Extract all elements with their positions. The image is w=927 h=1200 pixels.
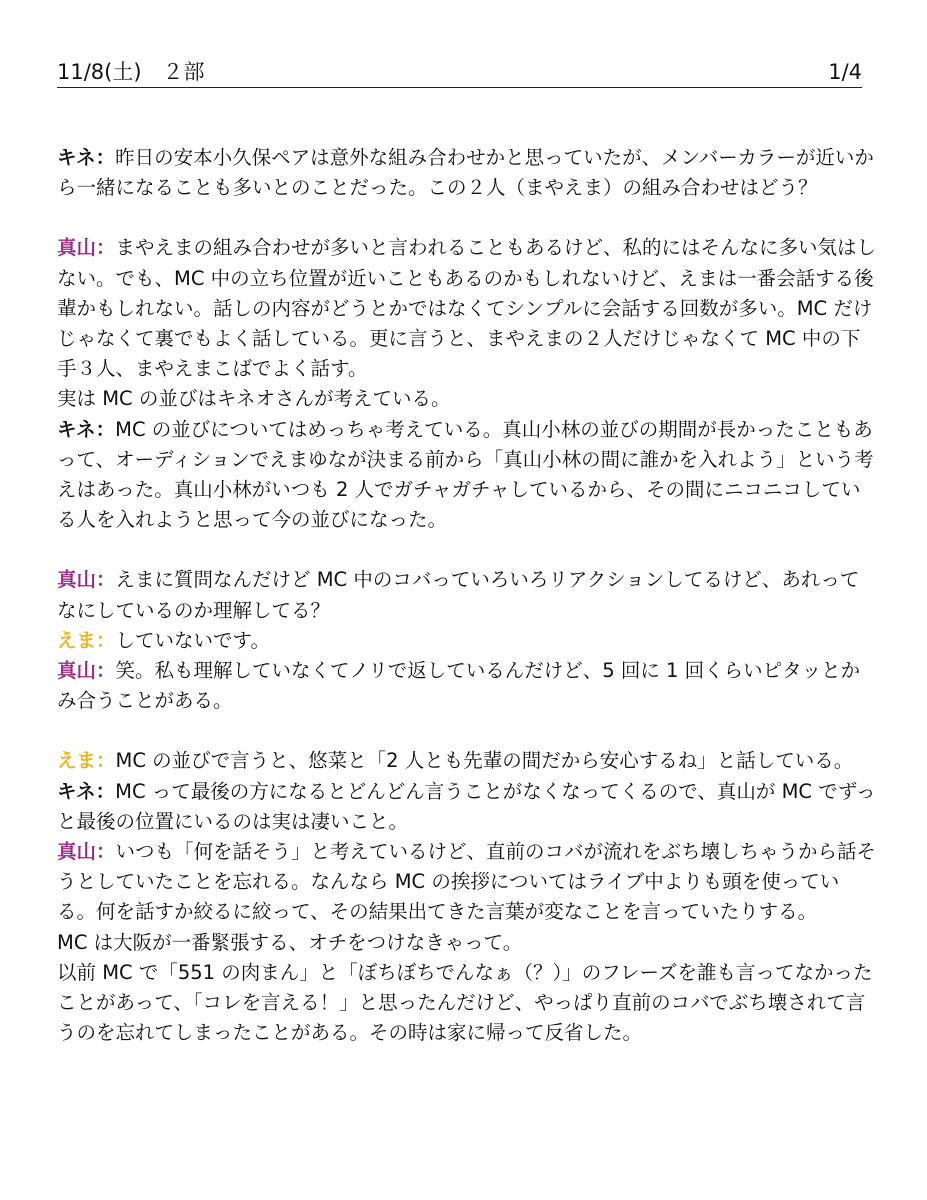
transcript-paragraph [57,746,877,776]
speaker-colon: ： [96,840,116,864]
transcript-paragraph [57,928,877,958]
speaker-colon: ： [96,628,116,652]
transcript-paragraph [57,565,877,625]
paragraph-text: 昨日の安本小久保ペアは意外な組み合わせかと思っていたが、メンバーカラーが近いから一緒になることも多いとのことだった。この２人（まやえま）の組み合わせはどう？ [57,146,874,200]
transcript-paragraph [57,384,877,414]
paragraph-gap [57,716,877,746]
speaker-label: 真山 [57,568,97,592]
paragraph-text: 笑。私も理解していなくてノリで返しているんだけど、5 回に 1 回くらいピタッとかみ合うことがある。 [57,659,861,713]
transcript-paragraph [57,656,877,716]
speaker-colon: ： [96,749,116,773]
paragraph-gap [57,203,877,233]
transcript-body [57,143,877,1048]
paragraph-text: いつも「何を話そう」と考えているけど、直前のコバが流れをぶち壊しちゃうから話そうとしていたことを忘れる。なんなら MC の挨拶についてはライブ中よりも頭を使っている。何を話すか絞るに絞って、その結果出てきた言葉が変なことを言っていたりする。 [57,840,877,924]
paragraph-text: MC の並びについてはめっちゃ考えている。真山小林の並びの期間が長かったこともあって、オーディションでえまゆなが決まる前から「真山小林の間に誰かを入れよう」という考えはあった。真山小林がいつも 2 人でガチャガチャしているから、その間にニコニコしている人を入れようと思って今の並びになった。 [57,417,874,532]
paragraph-text: MC は大阪が一番緊張する、オチをつけなきゃって。 [57,930,523,954]
paragraph-text: MC の並びで言うと、悠菜と「2 人とも先輩の間だから安心するね」と話している。 [115,749,854,773]
speaker-colon: ： [96,568,116,592]
page-header [57,57,862,88]
transcript-paragraph [57,233,877,384]
speaker-label: キネ [57,146,96,169]
transcript-paragraph [57,777,877,837]
paragraph-text: MC って最後の方になるとどんどん言うことがなくなってくるので、真山が MC でずっと最後の位置にいるのは実は凄いこと。 [57,779,876,833]
speaker-label: 真山 [57,659,97,683]
speaker-colon: ： [95,417,116,441]
transcript-paragraph [57,958,877,1049]
header-date-label: 11/8(土) ２部 [57,60,205,84]
speaker-label: 真山 [57,236,97,260]
paragraph-gap [57,535,877,565]
speaker-label: えま [57,628,97,652]
speaker-label: キネ [57,417,96,441]
speaker-colon: ： [96,236,116,260]
header-page-number: 1/4 [828,60,862,84]
speaker-colon: ： [95,146,116,169]
speaker-label: えま [57,749,97,773]
speaker-label: 真山 [57,840,97,864]
speaker-colon: ： [96,659,116,683]
paragraph-text: していないです。 [115,628,270,652]
paragraph-text: まやえまの組み合わせが多いと言われることもあるけど、私的にはそんなに多い気はしない。でも、MC 中の立ち位置が近いこともあるのかもしれないけど、えまは一番会話する後輩かもしれない。話しの内容がどうとかではなくてシンプルに会話する回数が多い。MC だけじゃなくて裏でもよく話している。更に言うと、まやえまの２人だけじゃなくて MC 中の下手３人、まやえまこばでよく話す。 [57,236,877,381]
paragraph-text: えまに質問なんだけど MC 中のコバっていろいろリアクションしてるけど、あれってなにしているのか理解してる？ [57,568,860,622]
paragraph-text: 以前 MC で「551 の肉まん」と「ぼちぼちでんなぁ（？）」のフレーズを誰も言ってなかったことがあって、「コレを言える！」と思ったんだけど、やっぱり直前のコバでぶち壊されて言うのを忘れてしまったことがある。その時は家に帰って反省した。 [57,960,873,1045]
transcript-paragraph [57,143,877,203]
transcript-paragraph [57,415,877,536]
speaker-colon: ： [95,779,116,803]
speaker-label: キネ [57,779,96,803]
transcript-paragraph [57,837,877,928]
paragraph-text: 実は MC の並びはキネオさんが考えている。 [57,387,451,411]
transcript-paragraph [57,626,877,656]
